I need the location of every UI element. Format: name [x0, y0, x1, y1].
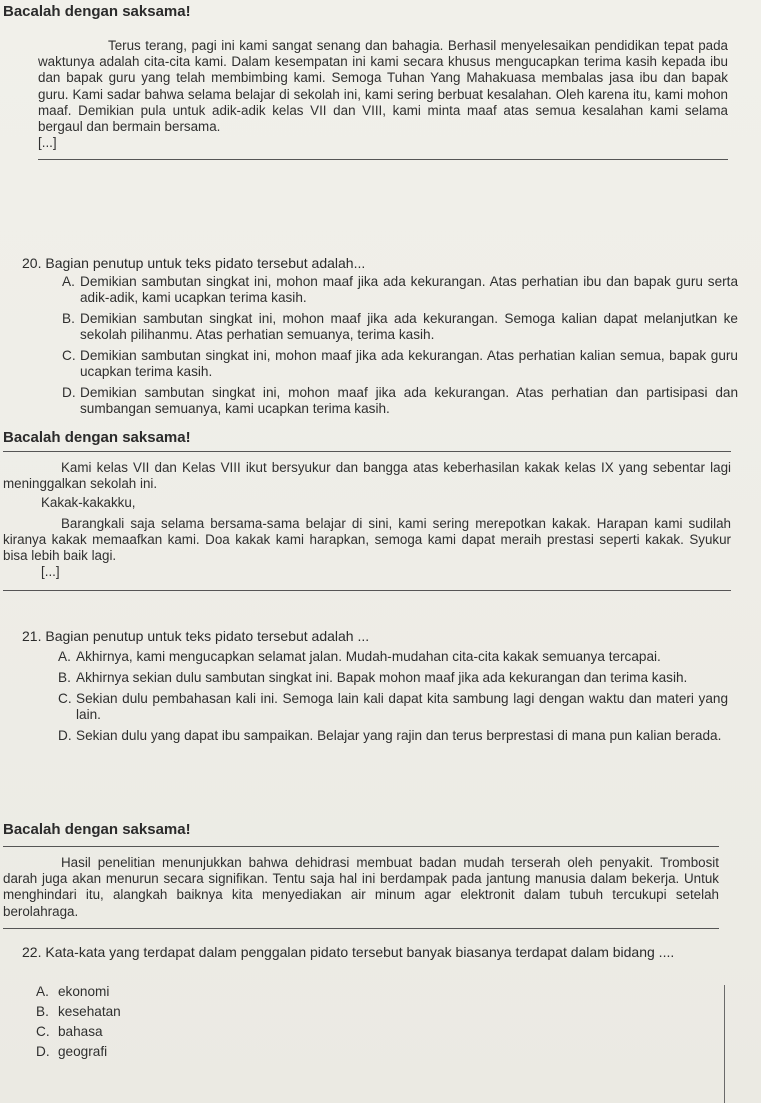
option-c[interactable]: C. Demikian sambutan singkat ini, mohon maaf jika ada kekurangan. Atas perhatian kalian semua, bapak guru ucapkan terima kasih. [62, 348, 738, 379]
question-22 [22, 944, 722, 961]
question-21 [22, 628, 722, 645]
option-d[interactable]: D. Demikian sambutan singkat ini, mohon maaf jika ada kekurangan. Atas perhatian dan partisipasi dan sumbangan semuanya, kami ucapkan terima kasih. [62, 385, 738, 416]
passage-box [38, 26, 728, 160]
passage-paragraph: Terus terang, pagi ini kami sangat senang dan bahagia. Berhasil menyelesaikan pendidikan tepat pada waktunya adalah cita-cita kami. Dalam kesempatan ini kami secara khusus mengucapkan terima kasih kepada ibu dan bapak guru yang telah membimbing kami. Semoga Tuhan Yang Mahakuasa membalas jasa ibu dan bapak guru. Kami sadar bahwa selama belajar di sekolah ini, kami sering berbuat kesalahan. Oleh karena itu, kami mohon maaf. Demikian pula untuk adik-adik kelas VII dan VIII, kami minta maaf atas semua kesalahan kami selama bergaul dan bermain bersama. [38, 38, 728, 135]
passage-box [3, 451, 731, 591]
passage-paragraph: Kami kelas VII dan Kelas VIII ikut bersyukur dan bangga atas keberhasilan kakak kelas IX yang sebentar lagi meninggalkan sekolah ini. [3, 460, 731, 492]
question-number: 20. [22, 255, 42, 271]
option-a[interactable]: A. ekonomi [36, 984, 110, 999]
passage-box [3, 846, 719, 929]
section-heading: Bacalah dengan saksama! [3, 429, 191, 446]
options-20 [62, 274, 738, 422]
passage-greeting: Kakak-kakakku, [41, 495, 136, 511]
option-b[interactable]: B. kesehatan [36, 1004, 121, 1019]
question-20 [22, 255, 722, 272]
question-number: 21. [22, 628, 42, 644]
option-a[interactable]: A. Akhirnya, kami mengucapkan selamat jalan. Mudah-mudahan cita-cita kakak semuanya tercapai. [58, 649, 661, 664]
option-a[interactable]: A. Demikian sambutan singkat ini, mohon maaf jika ada kekurangan. Atas perhatian ibu dan bapak guru serta adik-adik, kami ucapkan terima kasih. [62, 274, 738, 305]
question-text: Bagian penutup untuk teks pidato tersebut adalah ... [45, 628, 370, 644]
section-heading: Bacalah dengan saksama! [3, 821, 191, 838]
options-21 [58, 649, 728, 749]
passage-ellipsis: [...] [41, 564, 60, 580]
passage-ellipsis: [...] [38, 135, 57, 151]
options-22 [36, 983, 336, 1063]
option-c[interactable]: C. Sekian dulu pembahasan kali ini. Semoga lain kali dapat kita sambung lagi dengan waktu dan materi yang lain. [58, 691, 728, 722]
option-b[interactable]: B. Akhirnya sekian dulu sambutan singkat ini. Bapak mohon maaf jika ada kekurangan dan terima kasih. [58, 670, 688, 685]
option-b[interactable]: B. Demikian sambutan singkat ini, mohon maaf jika ada kekurangan. Semoga kalian dapat melanjutkan ke sekolah pilihanmu. Atas perhatian semuanya, terima kasih. [62, 311, 738, 342]
option-c[interactable]: C. bahasa [36, 1024, 103, 1039]
page-margin-line [724, 985, 725, 1103]
option-d[interactable]: D. Sekian dulu yang dapat ibu sampaikan. Belajar yang rajin dan terus berprestasi di mana pun kalian berada. [58, 728, 722, 743]
passage-paragraph: Barangkali saja selama bersama-sama belajar di sini, kami sering merepotkan kakak. Harapan kami sudilah kiranya kakak memaafkan kami. Doa kakak kami harapkan, semoga kami dapat meraih prestasi seperti kakak. Syukur bisa lebih baik lagi. [3, 515, 731, 564]
passage-paragraph: Hasil penelitian menunjukkan bahwa dehidrasi membuat badan mudah terserah oleh penyakit. Trombosit darah juga akan menurun secara signifikan. Tentu saja hal ini berdampak pada jantung manusia dalam bekerja. Untuk menghindari itu, alangkah baiknya kita menyediakan air minum agar elektronit dalam tubuh tercukupi setelah berolahraga. [3, 855, 719, 919]
section-heading: Bacalah dengan saksama! [3, 3, 191, 20]
question-text: Bagian penutup untuk teks pidato tersebut adalah... [45, 255, 366, 271]
option-d[interactable]: D. geografi [36, 1044, 108, 1059]
question-text: Kata-kata yang terdapat dalam penggalan pidato tersebut banyak biasanya terdapat dalam bidang .... [45, 944, 675, 960]
question-number: 22. [22, 944, 42, 960]
